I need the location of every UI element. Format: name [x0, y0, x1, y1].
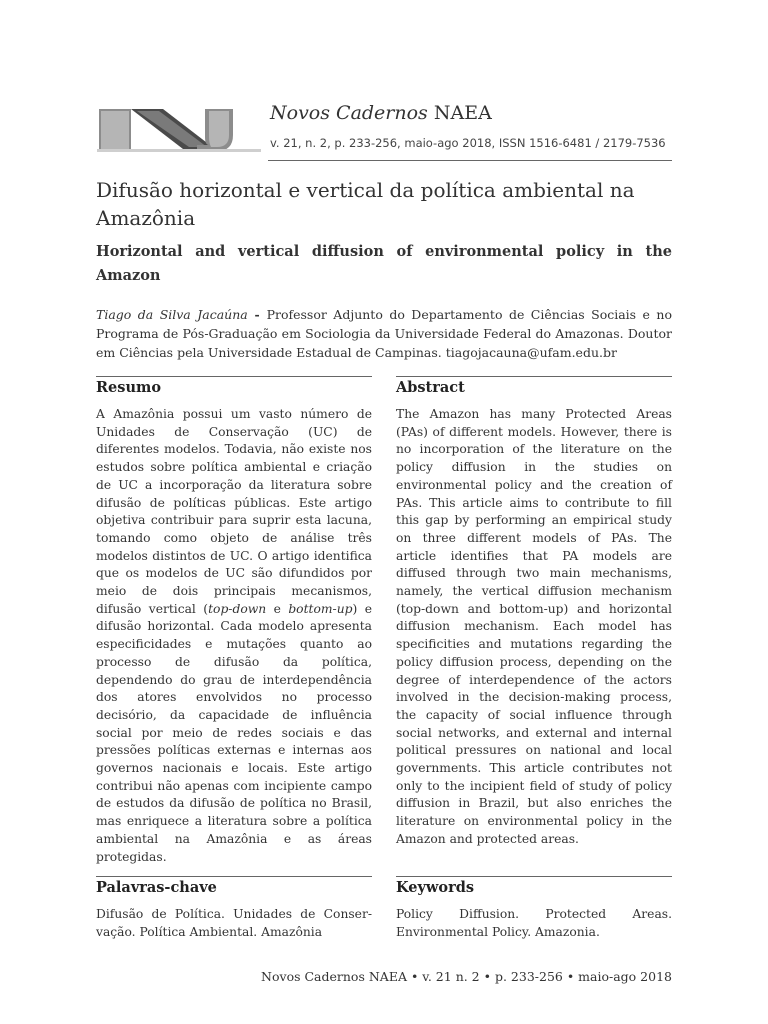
- footer-rest: NAEA • v. 21 n. 2 • p. 233-256 • maio-ago 2018: [364, 969, 672, 984]
- journal-title-rest: NAEA: [433, 102, 492, 124]
- palavras-chave-text: Difusão de Política. Unidades de Conser-vação. Política Ambiental. Amazônia: [96, 907, 372, 939]
- author-separator: -: [247, 307, 267, 322]
- resumo-text-1: A Amazônia possui um vasto número de Unidades de Conservação (UC) de diferentes modelos. Todavia, não existe nos estudos sobre política ambiental e criação de UC a incorporação da literatura sobre difusão de políticas públicas. Este artigo objetiva contribuir para suprir esta lacuna, tomando como objeto de análise três modelos distintos de UC. O artigo identifica que os modelos de UC são difundidos por meio de dois principais mecanismos, difusão vertical (: [96, 407, 372, 616]
- resumo-em-top-down: top-down: [208, 601, 267, 616]
- journal-title: [270, 102, 492, 124]
- palavras-chave-rule: [96, 876, 372, 877]
- abstract-text: The Amazon has many Protected Areas (PAs) of different models. However, there is no incorporation of the literature on the policy diffusion in the studies on environmental policy and the creation of PAs. This article aims to contribute to fill this gap by performing an empirical study on three different models of PAs. The article identifies that PA models are diffused through two main mechanisms, namely, the vertical diffusion mechanism (top-down and bottom-up) and horizontal diffusion mechanism. Each model has specificities and mutations regarding the policy diffusion process, depending on the degree of interdependence of the actors involved in the decision-making process, the capacity of social influence through social networks, and external and internal political pressures on national and local governments. This article contributes not only to the incipient field of study of policy diffusion in Brazil, but also enriches the literature on environmental policy in the Amazon and protected areas.: [396, 407, 672, 846]
- author-description: Professor Adjunto do Departamento de Ciências Sociais e no Programa de Pós-Graduação em Sociologia da Universidade Federal do Amazonas. Doutor em Ciências pela Universidade Estadual de Campinas. tiagojacauna@ufam.edu.br: [96, 307, 672, 360]
- resumo-text-2: e: [266, 601, 289, 616]
- author-name: Tiago da Silva Jacaúna: [96, 307, 248, 322]
- journal-meta: v. 21, n. 2, p. 233-256, maio-ago 2018, ISSN 1516-6481 / 2179-7536: [270, 136, 666, 150]
- article-title-en: Horizontal and vertical diffusion of environmental policy in the Amazon: [96, 243, 672, 284]
- article-title-pt: Difusão horizontal e vertical da política ambiental na Amazônia: [96, 178, 635, 230]
- author-block: [96, 305, 672, 362]
- resumo-em-bottom-up: bottom-up: [288, 601, 353, 616]
- resumo-rule: [96, 376, 372, 377]
- footer-journal: Novos Cadernos: [261, 969, 365, 984]
- keywords-rule: [396, 876, 672, 877]
- abstract-heading: Abstract: [396, 379, 465, 396]
- header-rule: [268, 160, 672, 161]
- keywords-heading: Keywords: [396, 879, 475, 896]
- keywords-text: Policy Diffusion. Protected Areas. Environmental Policy. Amazonia.: [396, 907, 672, 939]
- journal-logo: [97, 105, 261, 153]
- resumo-text-3: ) e difusão horizontal. Cada modelo apresenta especificidades e mutações quanto ao processo de difusão da política, dependendo do grau de interdependência dos atores envolvidos no processo decisório, da capacidade de influência social por meio de redes sociais e das pressões políticas externas e internas aos governos nacionais e locais. Este artigo contribui não apenas com incipiente campo de estudos da difusão de política no Brasil, mas enriquece a literatura sobre a política ambiental na Amazônia e as áreas protegidas.: [96, 601, 372, 864]
- abstract-rule: [396, 376, 672, 377]
- palavras-chave-heading: Palavras-chave: [96, 879, 217, 896]
- resumo-heading: Resumo: [96, 379, 161, 396]
- page-footer: [261, 969, 672, 984]
- journal-title-italic: Novos Cadernos: [270, 102, 428, 124]
- resumo-text: [96, 406, 372, 866]
